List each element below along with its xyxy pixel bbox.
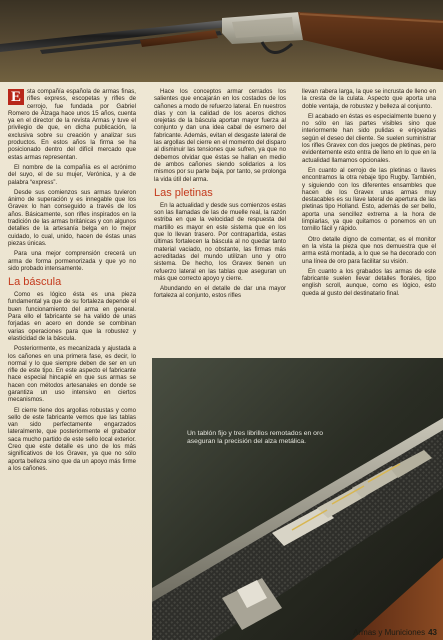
paragraph: El acabado en éstas es especialmente bueno y no sólo en las partes visibles sino que interiormente han sido pulidas e enjoyadas según el deseo del cliente. Se suelen suministrar los rifles Gravex con dos juegos de pletinas, pero evidentemente esto entra de lleno en lo que en la actualidad llamamos opcionales. [302,112,436,164]
paragraph: Otro detalle digno de comentar, es el monitor en la vista la pieza que nos demuestra que el arma está montada, a lo que se ha decorado con una línea de oro para facilitar su visión. [302,235,436,265]
paragraph: Desde sus comienzos sus armas tuvieron ánimo de superación y es innegable que los Gravex lo han conseguido a través de los años. Básicamente, son rifles inspirados en la tradición de las armas británicas y con algunos detalles de la artesanía belga en lo mejor cuidado, lo cual, unido, hacen de éstas unas piezas únicas. [8,188,136,247]
paragraph: Abundando en el detalle de dar una mayor fortaleza al conjunto, estos rifles [154,285,286,300]
page-footer [353,628,437,637]
page-number: 43 [428,628,437,637]
paragraph: El nombre de la compañía es el acrónimo del suyo, el de su mujer, Verónica, y a de palabra “express”. [8,163,136,186]
text-column-2 [154,88,286,358]
intro-paragraph [8,88,136,161]
paragraph: En cuanto al cerrojo de las pletinas o llaves encontramos la otra rebaje tipo Rugby. También, y siguiendo con los diferentes ensambles que hacen de los Gravex unas armas muy destacables es su llave lateral de apertura de las pletinas tipo Holland. Esto, además de ser bello, aporta una sencillez extrema a la hora de limpiarlas, ya que quitamos o ponemos en un tornillo fácil y rápido. [302,166,436,233]
paragraph: Como es lógico ésta es una pieza fundamental ya que de su fortaleza depende el buen funcionamiento del arma en general. Para ello el fabricante se ha valido de unas forjadas en acero en donde se combinan varias operaciones para que la robustez y elasticidad de la báscula. [8,291,136,342]
paragraph: En cuanto a los grabados las armas de este fabricante suelen llevar detalles florales, tipo english scroll, aunque, como es lógico, esto queda al gusto del destinatario final. [302,267,436,297]
rib-sight-photo [152,358,443,640]
paragraph: Posteriormente, es mecanizada y ajustada a los cañones en una primera fase, es decir, lo normal y lo que siempre deben de ser en un rifle de este tipo. En este aspecto el fabricante hace especial hincapié en que sus armas se hacen con métodos artesanales en donde se garantiza un uso intensivo en ciertos mecanismos. [8,345,136,404]
rifle-hero-image [0,0,443,82]
paragraph: En la actualidad y desde sus comienzos estas son las llamadas de las de muelle real, la razón estriba en que la velocidad de respuesta del martillo es mayor en este sistema que en los que lo llevan trasero. Por contrapartida, estas últimas fortalecen la báscula al no quedar tanto material vaciado, no obstante, las firmas más acreditadas del mundo utilizan uno y otro sistema. De hecho, los Gravex tienen un refuerzo lateral en las tablas que aseguran un más que correcto apoyo y cierre. [154,201,286,282]
section-heading-pletinas: Las pletinas [154,186,213,199]
rib-illustration [152,358,443,640]
paragraph: El cierre tiene dos argollas robustas y como sello de este fabricante vemos que las tablas van sido perfectamente engarzados lateralmente, que posteriormente el grabador saca mucho partido de este sello local exterior. Creo que este detalle es uno de los más significativos de los Gravex, ya que no sólo aporta belleza sino que da un apoyo más firme a los cañones. [8,406,136,472]
text-column-3 [302,88,436,358]
section-heading-bascula: La báscula [8,276,62,289]
drop-cap: E [8,89,24,105]
paragraph: Hace los conceptos armar cerrados los salientes que encajarán en los costados de los cañones a modo de refuerzo lateral. En nuestros días y con la calidad de los aceros dichos orejetas de la báscula aportan mayor fuerza al conjunto y dan una idea cabal de esmero del fabricante. Además, evitan el desgaste lateral de las argollas del cierre en el momento del disparo al disminuir las tensiones que sufren, ya que no debemos olvidar que éstas se hallan en medio de ambos cañones siendo solidarios a los mismos por su parte baja, por tanto, se prolonga la vida útil del arma. [154,88,286,183]
paragraph: llevan rabera larga, la que se incrusta de lleno en la cresta de la culata. Aspecto que aporta una doble ventaja, de robustez y belleza al conjunto. [302,88,436,110]
magazine-name: Armas y Municiones [353,628,426,637]
rifle-illustration [0,0,443,82]
text-column-1 [8,88,136,640]
intro-text: sta compañía española de armas finas, rifles express, escopetas y rifles de cerrojo, fue fundada por Gabriel Romero de Álzaga hace unos 15 años, cuenta ya en el director de la revista Armas y tuve el privilegio de que, en dicha publicación, la exclusiva sobre su creación y analizar sus productos. En estos años la firma se ha posicionado dentro del difícil mercado que estas armas representan. [8,88,136,161]
paragraph: Para una mejor comprensión crecerá un arma de forma pormenorizada y que yo no sido probado intensamente. [8,250,136,272]
photo-caption: Un tablón fijo y tres librillos remotados en oro aseguran la precisión del alza metálica. [187,430,324,446]
